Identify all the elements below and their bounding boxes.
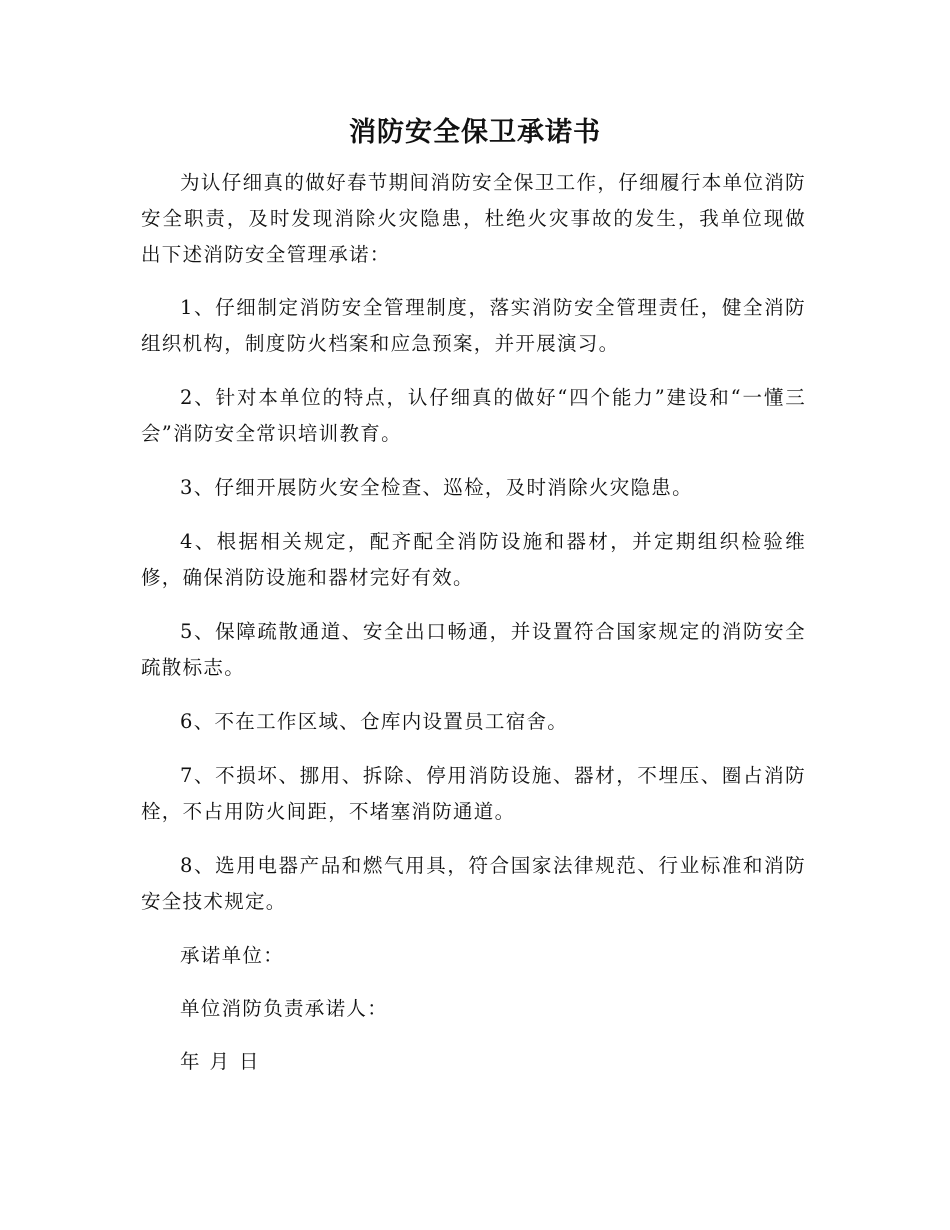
- commitment-item-2: 2、针对本单位的特点，认仔细真的做好“四个能力”建设和“一懂三会”消防安全常识培训教育。: [141, 386, 806, 445]
- date-line: [141, 1044, 806, 1080]
- date-month-label: 月: [209, 1050, 230, 1073]
- commitment-item-8: 8、选用电器产品和燃气用具，符合国家法律规范、行业标准和消防安全技术规定。: [141, 854, 806, 913]
- commitment-item-5: 5、保障疏散通道、安全出口畅通，并设置符合国家规定的消防安全疏散标志。: [141, 620, 806, 679]
- commitment-item-4: 4、根据相关规定，配齐配全消防设施和器材，并定期组织检验维修，确保消防设施和器材完好有效。: [141, 530, 806, 589]
- commitment-item-3: 3、仔细开展防火安全检查、巡检，及时消除火灾隐患。: [180, 476, 693, 499]
- date-day-label: 日: [239, 1050, 259, 1073]
- date-year-label: 年: [180, 1050, 200, 1073]
- commitment-item-1: 1、仔细制定消防安全管理制度，落实消防安全管理责任，健全消防组织机构，制度防火档案和应急预案，并开展演习。: [141, 296, 806, 355]
- document-title: 消防安全保卫承诺书: [349, 117, 601, 148]
- committing-unit-label: 承诺单位：: [180, 944, 285, 967]
- commitment-item-7: 7、不损坏、挪用、拆除、停用消防设施、器材，不埋压、圈占消防栓，不占用防火间距，不堵塞消防通道。: [141, 764, 806, 823]
- commitment-item-6: 6、不在工作区域、仓库内设置员工宿舍。: [180, 710, 569, 733]
- intro-paragraph: 为认仔细真的做好春节期间消防安全保卫工作，仔细履行本单位消防安全职责，及时发现消除火灾隐患，杜绝火灾事故的发生，我单位现做出下述消防安全管理承诺：: [141, 171, 806, 266]
- document-body: [141, 165, 806, 1080]
- responsible-person-label: 单位消防负责承诺人：: [180, 997, 389, 1020]
